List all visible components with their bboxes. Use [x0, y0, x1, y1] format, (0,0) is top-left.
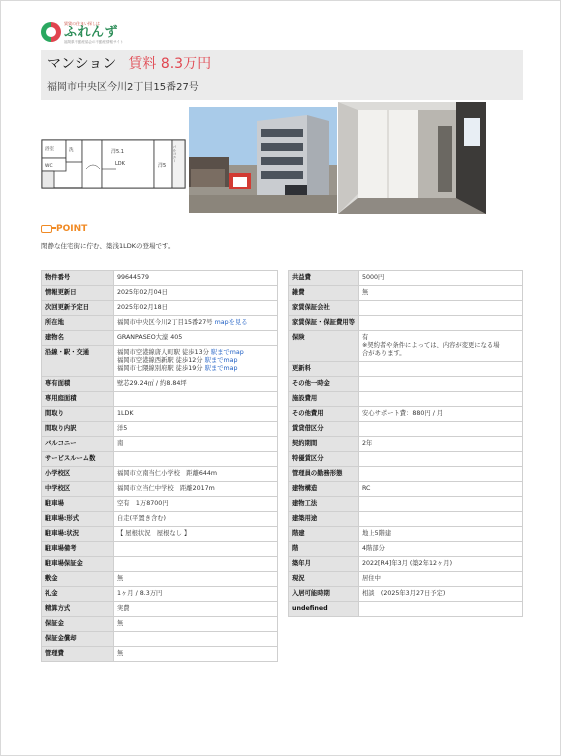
row-value-text: 福岡市立当仁中学校 距離2017m — [117, 485, 215, 492]
table-row — [289, 572, 523, 587]
table-row — [289, 467, 523, 482]
row-value-text: 壁芯29.24㎡ / 約8.84坪 — [117, 380, 187, 387]
row-value — [114, 617, 278, 632]
row-value — [359, 452, 523, 467]
table-row — [42, 647, 278, 662]
table-row — [42, 482, 278, 497]
station-map-link[interactable]: 駅までmap — [204, 365, 238, 372]
row-value-text: 自走(平置き含む) — [117, 515, 166, 522]
table-row — [42, 422, 278, 437]
table-row — [42, 572, 278, 587]
row-value-text: 1LDK — [117, 410, 134, 417]
row-value — [359, 377, 523, 392]
row-value-text: 無 — [117, 575, 124, 582]
row-value-line-text: 有 — [362, 334, 369, 341]
table-row — [289, 316, 523, 331]
row-value-text: 2年 — [362, 440, 373, 447]
row-value-text: 相談 (2025年3月27日予定) — [362, 590, 446, 597]
row-value — [359, 271, 523, 286]
row-value — [359, 362, 523, 377]
row-value — [114, 316, 278, 331]
row-label: 現況 — [289, 572, 359, 587]
table-row — [289, 452, 523, 467]
row-value — [114, 632, 278, 647]
table-row — [289, 331, 523, 362]
row-value — [114, 422, 278, 437]
table-row — [42, 587, 278, 602]
table-row — [289, 271, 523, 286]
row-label: undefined — [289, 602, 359, 617]
row-label: 駐車場:状況 — [42, 527, 114, 542]
property-title — [47, 55, 211, 73]
row-value-text: 99644579 — [117, 274, 150, 281]
table-row — [289, 392, 523, 407]
row-label: 次回更新予定日 — [42, 301, 114, 316]
row-value — [114, 271, 278, 286]
row-label: 築年月 — [289, 557, 359, 572]
row-label: 駐車場 — [42, 497, 114, 512]
table-row — [289, 437, 523, 452]
row-label: 敷金 — [42, 572, 114, 587]
table-row — [289, 301, 523, 316]
table-row — [42, 632, 278, 647]
row-value — [114, 497, 278, 512]
floorplan-washer-label: 洗 — [69, 148, 74, 153]
row-value-line-text: 福岡市七隈線別府駅 徒歩19分 — [117, 365, 203, 372]
table-row — [289, 286, 523, 301]
row-value-text: 空有 1万8700円 — [117, 500, 169, 507]
property-type: マンション — [47, 56, 117, 72]
row-value — [359, 301, 523, 316]
row-value-text: 福岡市中央区今川2丁目15番27号 — [117, 319, 213, 326]
row-label: 共益費 — [289, 271, 359, 286]
table-row — [42, 557, 278, 572]
row-label: 間取り — [42, 407, 114, 422]
row-value-line — [117, 349, 274, 357]
row-value — [359, 572, 523, 587]
table-row — [289, 362, 523, 377]
logo-mark-icon — [41, 22, 61, 42]
point-heading — [41, 224, 87, 234]
row-value — [359, 422, 523, 437]
row-value-text: 2025年02月04日 — [117, 289, 168, 296]
row-label: 雑費 — [289, 286, 359, 301]
pointing-hand-icon — [41, 225, 52, 233]
floorplan-toilet-label: WC — [45, 164, 53, 169]
row-label: 管理員の勤務形態 — [289, 467, 359, 482]
row-value — [114, 452, 278, 467]
row-value — [114, 602, 278, 617]
row-value — [114, 647, 278, 662]
row-value-text: 2025年02月18日 — [117, 304, 168, 311]
row-label: 管理費 — [42, 647, 114, 662]
row-value — [359, 542, 523, 557]
table-row — [42, 392, 278, 407]
row-value-text: 居住中 — [362, 575, 381, 582]
row-value-line-text: ※契約者や条件によっては、内容が変更になる場 — [362, 342, 500, 349]
interior-photo[interactable] — [338, 102, 486, 214]
row-value-line — [362, 342, 519, 350]
row-label: 階建 — [289, 527, 359, 542]
row-value-line-text: 福岡市空港線唐人町駅 徒歩13分 — [117, 349, 209, 356]
row-value — [359, 587, 523, 602]
row-label: 沿線・駅・交通 — [42, 346, 114, 377]
row-label: 建物構造 — [289, 482, 359, 497]
row-value-text: GRANPASEO大濠 405 — [117, 334, 183, 341]
table-row — [289, 482, 523, 497]
rent-price: 賃料 8.3万円 — [128, 56, 212, 72]
row-value — [114, 377, 278, 392]
row-label: 保険 — [289, 331, 359, 362]
logo-name: ふれんず — [64, 24, 119, 40]
row-label: 更新料 — [289, 362, 359, 377]
row-value — [114, 331, 278, 346]
row-value — [114, 407, 278, 422]
row-label: その他一時金 — [289, 377, 359, 392]
point-description: 閑静な住宅街に佇む、築浅1LDKの登場です。 — [41, 242, 175, 250]
row-value-text: 福岡市立南当仁小学校 距離644m — [117, 470, 218, 477]
row-value-text: 4階部分 — [362, 545, 385, 552]
row-label: 精算方式 — [42, 602, 114, 617]
row-label: 家賃保証会社 — [289, 301, 359, 316]
row-label: バルコニー — [42, 437, 114, 452]
station-map-link[interactable]: 駅までmap — [210, 349, 244, 356]
address-map-link[interactable]: mapを見る — [214, 319, 248, 326]
row-value — [359, 331, 523, 362]
row-value-text: 無 — [117, 620, 124, 627]
table-row — [42, 301, 278, 316]
row-value — [359, 497, 523, 512]
row-label: 礼金 — [42, 587, 114, 602]
table-row — [289, 602, 523, 617]
table-row — [42, 377, 278, 392]
table-row — [289, 512, 523, 527]
floorplan-balcony-label: バルコニー — [173, 145, 177, 163]
row-label: 駐車場備考 — [42, 542, 114, 557]
row-value — [114, 572, 278, 587]
row-value — [114, 587, 278, 602]
row-value-text: 地上5階建 — [362, 530, 392, 537]
site-logo[interactable] — [41, 19, 123, 45]
table-row — [42, 452, 278, 467]
row-value-text: 【 屋根状況 屋根なし 】 — [117, 530, 191, 537]
row-label: 契約期間 — [289, 437, 359, 452]
floorplan-image[interactable] — [41, 139, 186, 189]
table-row — [42, 527, 278, 542]
row-value — [114, 557, 278, 572]
row-value-text: 無 — [362, 289, 369, 296]
table-row — [289, 542, 523, 557]
row-value — [114, 527, 278, 542]
row-value-text: 安心サポート費：880円 / 月 — [362, 410, 444, 417]
row-label: 駐車場:形式 — [42, 512, 114, 527]
logo-tagline: 賃貸の住まい探しは — [64, 20, 100, 26]
row-value-text: 無 — [117, 650, 124, 657]
row-value-text: 実費 — [117, 605, 130, 612]
row-value — [359, 557, 523, 572]
row-value — [114, 437, 278, 452]
row-label: サービスルーム数 — [42, 452, 114, 467]
row-value-text: 洋5 — [117, 425, 128, 432]
row-value-text: 2022[R4]年3月 (築2年12ヶ月) — [362, 560, 453, 567]
row-label: 所在地 — [42, 316, 114, 331]
row-label: 特優賃区分 — [289, 452, 359, 467]
row-label: 専有面積 — [42, 377, 114, 392]
row-label: 保証金償却 — [42, 632, 114, 647]
row-value-line-text: 合があります。 — [362, 350, 406, 357]
row-value — [114, 346, 278, 377]
row-value-line-text: 福岡市空港線西新駅 徒歩12分 — [117, 357, 203, 364]
table-row — [289, 407, 523, 422]
row-label: 小学校区 — [42, 467, 114, 482]
table-row — [42, 316, 278, 331]
table-row — [42, 407, 278, 422]
property-address: 福岡市中央区今川2丁目15番27号 — [47, 82, 199, 93]
table-row — [42, 346, 278, 377]
row-label: 建物名 — [42, 331, 114, 346]
table-row — [42, 542, 278, 557]
row-value-text: 南 — [117, 440, 124, 447]
row-value — [114, 392, 278, 407]
row-value — [359, 527, 523, 542]
row-label: 駐車場保証金 — [42, 557, 114, 572]
row-label: 建物工法 — [289, 497, 359, 512]
table-row — [42, 602, 278, 617]
table-row — [42, 497, 278, 512]
row-value — [359, 482, 523, 497]
table-row — [42, 286, 278, 301]
station-map-link[interactable]: 駅までmap — [204, 357, 238, 364]
row-label: 間取り内訳 — [42, 422, 114, 437]
table-row — [289, 497, 523, 512]
row-value-line — [117, 365, 274, 373]
row-label: 家賃保証・保証費用等 — [289, 316, 359, 331]
row-value — [114, 286, 278, 301]
floorplan-ldk-label: LDK — [115, 161, 125, 167]
property-details-table-right — [288, 270, 523, 617]
floorplan-size-label: 洋5.1 — [111, 149, 124, 155]
row-value-text: 1ヶ月 / 8.3万円 — [117, 590, 163, 597]
row-value-text: 5000円 — [362, 274, 385, 281]
row-label: 賃貸借区分 — [289, 422, 359, 437]
row-value — [114, 482, 278, 497]
table-row — [289, 422, 523, 437]
row-value — [359, 392, 523, 407]
floorplan-room-label: 洋5 — [158, 163, 167, 169]
row-value — [359, 437, 523, 452]
row-label: 情報更新日 — [42, 286, 114, 301]
row-label: 専用庭面積 — [42, 392, 114, 407]
row-value — [359, 602, 523, 617]
row-value-text: RC — [362, 485, 371, 492]
table-row — [42, 467, 278, 482]
row-value — [114, 301, 278, 316]
exterior-photo[interactable] — [189, 107, 337, 213]
row-value-line — [362, 350, 519, 358]
table-row — [289, 377, 523, 392]
row-value — [114, 512, 278, 527]
row-label: その他費用 — [289, 407, 359, 422]
row-value-line — [117, 357, 274, 365]
table-row — [42, 437, 278, 452]
row-label: 階 — [289, 542, 359, 557]
property-details-table-left — [41, 270, 278, 662]
row-value — [359, 467, 523, 482]
row-value — [359, 316, 523, 331]
row-label: 建築用途 — [289, 512, 359, 527]
row-value — [359, 407, 523, 422]
table-row — [289, 587, 523, 602]
row-label: 保証金 — [42, 617, 114, 632]
row-label: 物件番号 — [42, 271, 114, 286]
row-value — [114, 467, 278, 482]
row-label: 入居可能時期 — [289, 587, 359, 602]
row-value — [114, 542, 278, 557]
property-header — [41, 50, 523, 100]
row-label: 施設費用 — [289, 392, 359, 407]
row-value — [359, 512, 523, 527]
table-row — [289, 527, 523, 542]
row-label: 中学校区 — [42, 482, 114, 497]
table-row — [289, 557, 523, 572]
row-value — [359, 286, 523, 301]
table-row — [42, 617, 278, 632]
table-row — [42, 512, 278, 527]
floorplan-bath-label: 浴室 — [45, 147, 54, 152]
table-row — [42, 271, 278, 286]
logo-subtitle: 福岡県不動産協会の不動産情報サイト — [64, 39, 124, 44]
table-row — [42, 331, 278, 346]
row-value-line — [362, 334, 519, 342]
point-heading-text: POINT — [56, 224, 88, 234]
